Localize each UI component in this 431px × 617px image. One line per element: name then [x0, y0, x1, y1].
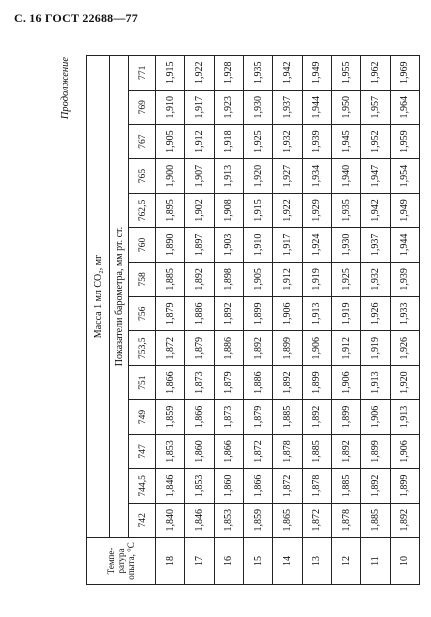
- rotated-table-area: [60, 55, 420, 585]
- value-cell: 1,860: [185, 434, 214, 468]
- value-cell: 1,873: [214, 400, 243, 434]
- value-cell: 1,878: [331, 503, 360, 537]
- value-cell: 1,932: [273, 124, 302, 158]
- value-cell: 1,906: [361, 400, 390, 434]
- value-cell: 1,919: [361, 331, 390, 365]
- temperature-cell: 12: [331, 538, 360, 585]
- value-cell: 1,924: [302, 228, 331, 262]
- value-cell: 1,892: [214, 297, 243, 331]
- value-cell: 1,942: [273, 56, 302, 91]
- value-cell: 1,872: [302, 503, 331, 537]
- temperature-cell: 15: [243, 538, 272, 585]
- value-cell: 1,926: [361, 297, 390, 331]
- temperature-cell: 13: [302, 538, 331, 585]
- value-cell: 1,872: [243, 434, 272, 468]
- table-row: [214, 56, 243, 585]
- value-cell: 1,935: [243, 56, 272, 91]
- value-cell: 1,930: [243, 90, 272, 124]
- temperature-cell: 11: [361, 538, 390, 585]
- value-cell: 1,950: [331, 90, 360, 124]
- pressure-header-cell: 744,5: [129, 469, 156, 503]
- value-cell: 1,944: [390, 228, 419, 262]
- temperature-header: Темпе-ратура опыта, °С: [87, 538, 156, 585]
- value-cell: 1,918: [214, 124, 243, 158]
- value-cell: 1,920: [243, 159, 272, 193]
- pressure-header-cell: 758: [129, 262, 156, 296]
- value-cell: 1,853: [156, 434, 185, 468]
- value-cell: 1,906: [331, 365, 360, 399]
- table-row: [185, 56, 214, 585]
- value-cell: 1,935: [331, 193, 360, 227]
- value-cell: 1,954: [390, 159, 419, 193]
- value-cell: 1,873: [185, 365, 214, 399]
- value-cell: 1,947: [361, 159, 390, 193]
- temperature-cell: 14: [273, 538, 302, 585]
- pressure-header-cell: 742: [129, 503, 156, 537]
- value-cell: 1,964: [390, 90, 419, 124]
- value-cell: 1,903: [214, 228, 243, 262]
- value-cell: 1,928: [214, 56, 243, 91]
- value-cell: 1,895: [156, 193, 185, 227]
- value-cell: 1,925: [331, 262, 360, 296]
- value-cell: 1,859: [243, 503, 272, 537]
- pressure-header-cell: 769: [129, 90, 156, 124]
- value-cell: 1,944: [302, 90, 331, 124]
- value-cell: 1,910: [243, 228, 272, 262]
- value-cell: 1,934: [302, 159, 331, 193]
- value-cell: 1,939: [390, 262, 419, 296]
- value-cell: 1,927: [273, 159, 302, 193]
- value-cell: 1,866: [185, 400, 214, 434]
- temperature-cell: 16: [214, 538, 243, 585]
- value-cell: 1,957: [361, 90, 390, 124]
- value-cell: 1,900: [156, 159, 185, 193]
- mass-header: Масса 1 мл CO₂, мг: [87, 56, 110, 538]
- value-cell: 1,899: [243, 297, 272, 331]
- value-cell: 1,919: [331, 297, 360, 331]
- table-row: [156, 56, 185, 585]
- pressure-header-cell: 756: [129, 297, 156, 331]
- value-cell: 1,866: [243, 469, 272, 503]
- pressure-header-cell: 760: [129, 228, 156, 262]
- value-cell: 1,939: [302, 124, 331, 158]
- value-cell: 1,886: [185, 297, 214, 331]
- value-cell: 1,892: [302, 400, 331, 434]
- table-row: [243, 56, 272, 585]
- value-cell: 1,899: [302, 365, 331, 399]
- value-cell: 1,892: [390, 503, 419, 537]
- value-cell: 1,906: [273, 297, 302, 331]
- value-cell: 1,865: [273, 503, 302, 537]
- value-cell: 1,937: [273, 90, 302, 124]
- table-row: [390, 56, 419, 585]
- value-cell: 1,962: [361, 56, 390, 91]
- value-cell: 1,907: [185, 159, 214, 193]
- page-header: С. 16 ГОСТ 22688—77: [14, 11, 138, 25]
- value-cell: 1,945: [331, 124, 360, 158]
- value-cell: 1,892: [361, 469, 390, 503]
- value-cell: 1,923: [214, 90, 243, 124]
- value-cell: 1,846: [185, 503, 214, 537]
- value-cell: 1,885: [156, 262, 185, 296]
- value-cell: 1,922: [185, 56, 214, 91]
- value-cell: 1,886: [243, 365, 272, 399]
- value-cell: 1,929: [302, 193, 331, 227]
- value-cell: 1,878: [302, 469, 331, 503]
- pressure-header-cell: 749: [129, 400, 156, 434]
- value-cell: 1,955: [331, 56, 360, 91]
- value-cell: 1,915: [156, 56, 185, 91]
- value-cell: 1,885: [273, 400, 302, 434]
- pressure-header-cell: 747: [129, 434, 156, 468]
- value-cell: 1,840: [156, 503, 185, 537]
- value-cell: 1,908: [214, 193, 243, 227]
- value-cell: 1,906: [302, 331, 331, 365]
- value-cell: 1,915: [243, 193, 272, 227]
- value-cell: 1,879: [185, 331, 214, 365]
- value-cell: 1,879: [243, 400, 272, 434]
- pressure-header-cell: 751: [129, 365, 156, 399]
- pressure-header-cell: 771: [129, 56, 156, 91]
- value-cell: 1,932: [361, 262, 390, 296]
- value-cell: 1,919: [302, 262, 331, 296]
- value-cell: 1,913: [361, 365, 390, 399]
- pressure-header-cell: 762,5: [129, 193, 156, 227]
- value-cell: 1,859: [156, 400, 185, 434]
- value-cell: 1,879: [214, 365, 243, 399]
- co2-mass-table: [86, 55, 420, 585]
- value-cell: 1,949: [390, 193, 419, 227]
- value-cell: 1,885: [331, 469, 360, 503]
- continuation-label: Продолжение: [60, 57, 71, 120]
- value-cell: 1,897: [185, 228, 214, 262]
- value-cell: 1,885: [361, 503, 390, 537]
- value-cell: 1,892: [273, 365, 302, 399]
- value-cell: 1,912: [273, 262, 302, 296]
- value-cell: 1,922: [273, 193, 302, 227]
- value-cell: 1,942: [361, 193, 390, 227]
- value-cell: 1,969: [390, 56, 419, 91]
- value-cell: 1,926: [390, 331, 419, 365]
- table-row: [361, 56, 390, 585]
- value-cell: 1,913: [390, 400, 419, 434]
- value-cell: 1,937: [361, 228, 390, 262]
- value-cell: 1,905: [156, 124, 185, 158]
- pressure-header-cell: 765: [129, 159, 156, 193]
- barometer-header: Показатели барометра, мм рт. ст.: [110, 56, 129, 538]
- value-cell: 1,892: [331, 434, 360, 468]
- value-cell: 1,917: [185, 90, 214, 124]
- value-cell: 1,898: [214, 262, 243, 296]
- value-cell: 1,853: [185, 469, 214, 503]
- value-cell: 1,866: [214, 434, 243, 468]
- value-cell: 1,959: [390, 124, 419, 158]
- value-cell: 1,925: [243, 124, 272, 158]
- table-row: [273, 56, 302, 585]
- value-cell: 1,892: [185, 262, 214, 296]
- value-cell: 1,860: [214, 469, 243, 503]
- value-cell: 1,902: [185, 193, 214, 227]
- value-cell: 1,892: [243, 331, 272, 365]
- temperature-cell: 17: [185, 538, 214, 585]
- value-cell: 1,940: [331, 159, 360, 193]
- table-body: [156, 56, 420, 585]
- table-row: [331, 56, 360, 585]
- pressure-header-cell: 753,5: [129, 331, 156, 365]
- pressure-header-row: [129, 56, 156, 585]
- value-cell: 1,866: [156, 365, 185, 399]
- value-cell: 1,910: [156, 90, 185, 124]
- value-cell: 1,913: [302, 297, 331, 331]
- value-cell: 1,930: [331, 228, 360, 262]
- value-cell: 1,912: [185, 124, 214, 158]
- value-cell: 1,899: [273, 331, 302, 365]
- value-cell: 1,886: [214, 331, 243, 365]
- value-cell: 1,879: [156, 297, 185, 331]
- value-cell: 1,912: [331, 331, 360, 365]
- value-cell: 1,952: [361, 124, 390, 158]
- value-cell: 1,906: [390, 434, 419, 468]
- value-cell: 1,917: [273, 228, 302, 262]
- value-cell: 1,933: [390, 297, 419, 331]
- value-cell: 1,949: [302, 56, 331, 91]
- value-cell: 1,853: [214, 503, 243, 537]
- value-cell: 1,899: [390, 469, 419, 503]
- value-cell: 1,872: [156, 331, 185, 365]
- pressure-header-cell: 767: [129, 124, 156, 158]
- temperature-cell: 10: [390, 538, 419, 585]
- value-cell: 1,905: [243, 262, 272, 296]
- value-cell: 1,920: [390, 365, 419, 399]
- value-cell: 1,890: [156, 228, 185, 262]
- value-cell: 1,899: [361, 434, 390, 468]
- value-cell: 1,885: [302, 434, 331, 468]
- value-cell: 1,878: [273, 434, 302, 468]
- value-cell: 1,899: [331, 400, 360, 434]
- value-cell: 1,913: [214, 159, 243, 193]
- temperature-cell: 18: [156, 538, 185, 585]
- value-cell: 1,872: [273, 469, 302, 503]
- table-row: [302, 56, 331, 585]
- value-cell: 1,846: [156, 469, 185, 503]
